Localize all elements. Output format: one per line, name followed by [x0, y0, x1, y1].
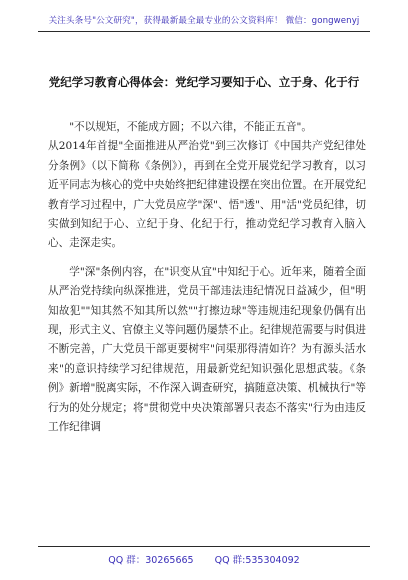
- footer-divider: [38, 546, 370, 547]
- document-body: [48, 118, 366, 447]
- paragraph-2: 学"深"条例内容，在"识变从宜"中知纪于心。近年来，随着全面从严治党持续向纵深推进，党员干部违法违纪情况日益减少，但"明知故犯""知其然不知其所以然""打擦边球"等违规违纪现象仍偶有出现，形式主义、官僚主义等问题仍屡禁不止。纪律规范需要与时俱进不断完善，广大党员干部更要树牢"问渠那得清如许？为有源头活水来"的意识持续学习纪律规范，用最新党纪知识强化思想武装。《条例》新增"脱离实际，不作深入调查研究，搞随意决策、机械执行"等行为的处分规定；将"贯彻党中央决策部署只表态不落实"行为由违反工作纪律调: [48, 265, 366, 434]
- footer: [0, 552, 408, 566]
- paragraph-1: "不以规矩，不能成方圆；不以六律，不能正五音"。 从2014年首提"全面推进从严治党"到三次修订《中国共产党纪律处分条例》（以下简称《条例》），再到在全党开展党纪学习教育，以习近平同志为核心的党中央始终把纪律建设摆在突出位置。在开展党纪教育学习过程中，广大党员应学"深"、悟"透"、用"活"党员纪律，切实做到知纪于心、立纪于身、化纪于行，推动党纪学习教育入脑入心、走深走实。: [48, 121, 366, 250]
- header-note: 关注头条号"公文研究"，获得最新最全最专业的公文资料库！ 微信：gongwenyj: [48, 16, 360, 26]
- header-divider: [38, 31, 370, 32]
- footer-qq-group-2: QQ 群:535304092: [214, 555, 300, 566]
- document-title: 党纪学习教育心得体会：党纪学习要知于心、立于身、化于行: [48, 75, 360, 89]
- footer-qq-group-1: QQ 群：30265665: [108, 555, 194, 566]
